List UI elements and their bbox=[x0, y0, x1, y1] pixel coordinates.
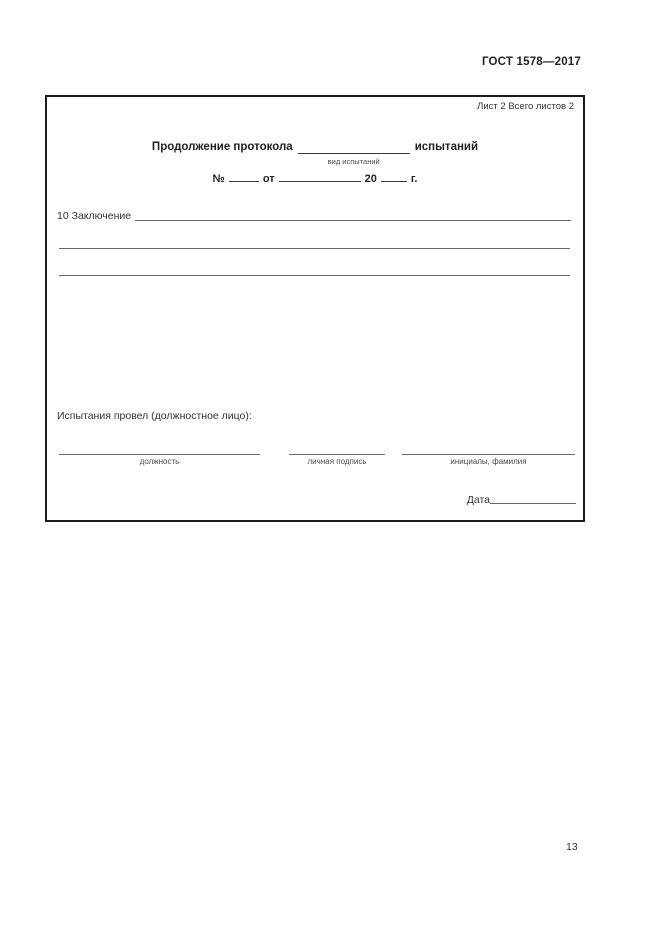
signature-row bbox=[59, 454, 571, 478]
date-section bbox=[467, 494, 576, 506]
date-blank-line bbox=[279, 170, 361, 182]
signature-caption-personal-signature: личная подпись bbox=[307, 457, 367, 466]
date-blank-line bbox=[490, 503, 576, 504]
signature-column-initials-surname bbox=[402, 454, 575, 466]
form-title-suffix: испытаний bbox=[414, 141, 479, 153]
number-sign: № bbox=[212, 173, 225, 185]
conclusion-label: 10 Заключение bbox=[57, 210, 132, 222]
number-blank-line bbox=[229, 170, 259, 182]
test-type-blank-line bbox=[298, 141, 410, 154]
test-type-blank-group bbox=[298, 141, 410, 168]
protocol-number-line bbox=[47, 170, 583, 186]
date-label: Дата bbox=[466, 494, 490, 506]
signature-line bbox=[289, 454, 385, 455]
signature-line bbox=[402, 454, 575, 455]
sheet-count-info: Лист 2 Всего листов 2 bbox=[477, 101, 574, 112]
from-word: от bbox=[262, 173, 275, 185]
tester-label: Испытания провел (должностное лицо): bbox=[57, 410, 252, 422]
ruled-line bbox=[59, 275, 570, 276]
signature-column-personal-signature bbox=[289, 454, 385, 466]
protocol-form-box bbox=[45, 95, 585, 522]
year-blank-line bbox=[381, 170, 407, 182]
form-title bbox=[47, 141, 583, 168]
ruled-line bbox=[59, 248, 570, 249]
document-standard-header: ГОСТ 1578—2017 bbox=[481, 56, 581, 68]
form-title-prefix: Продолжение протокола bbox=[151, 141, 293, 153]
signature-caption-initials-surname: инициалы, фамилия bbox=[450, 457, 527, 466]
conclusion-blank-line bbox=[135, 220, 571, 221]
year-prefix: 20 bbox=[364, 173, 377, 185]
signature-caption-position: должность bbox=[139, 457, 180, 466]
page-number: 13 bbox=[566, 841, 578, 853]
conclusion-section bbox=[57, 210, 571, 223]
signature-line bbox=[59, 454, 260, 455]
year-suffix: г. bbox=[410, 173, 418, 185]
signature-column-position bbox=[59, 454, 260, 466]
test-type-caption: вид испытаний bbox=[327, 157, 380, 166]
